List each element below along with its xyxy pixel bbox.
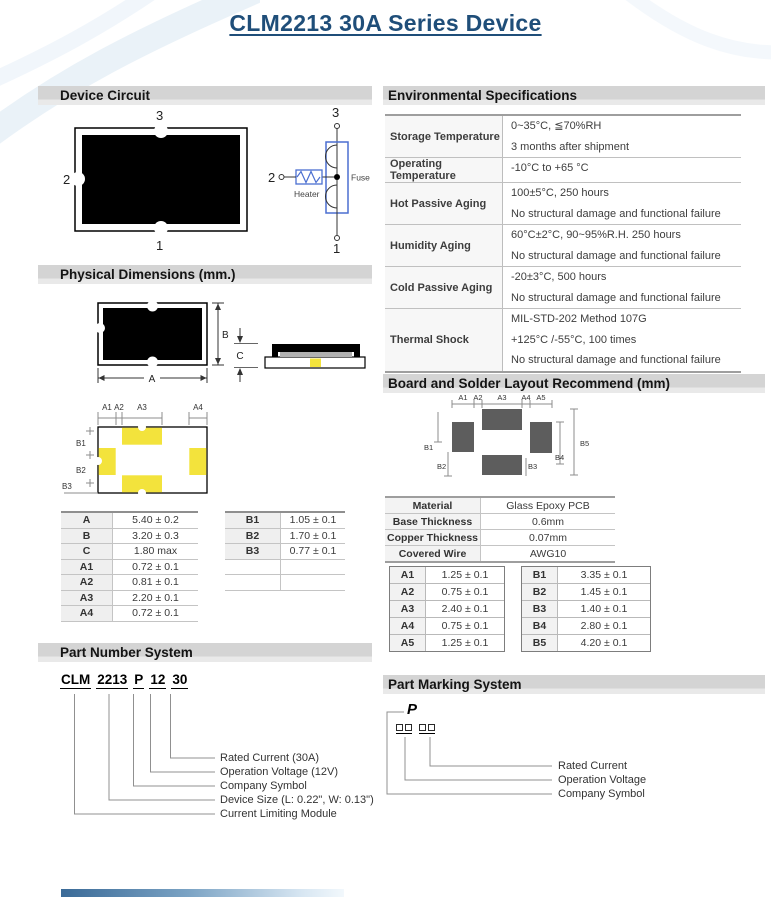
pin-label-1: 1: [156, 238, 164, 253]
table-row: A4 0.72 ± 0.1: [61, 605, 198, 621]
pad-dim-b3: B3: [62, 482, 72, 491]
part-marking-connector-lines: [384, 700, 584, 800]
solder-pad-left: [452, 422, 474, 452]
table-row: Material Glass Epoxy PCB: [385, 498, 615, 513]
pad-dim-a1: A1: [102, 403, 112, 412]
board-dim-b3: B3: [528, 462, 538, 471]
table-row: Hot Passive Aging 100±5°C, 250 hours No structural damage and functional failure: [385, 182, 741, 224]
board-dim-a4: A4: [521, 393, 531, 402]
solder-pad-side-view: [310, 359, 321, 368]
solder-pad-bottom: [482, 455, 522, 475]
part-number-segment: 30: [172, 672, 188, 687]
solder-layout-drawing: [418, 392, 603, 484]
fuse-label: Fuse: [351, 172, 370, 183]
table-row: [225, 574, 345, 590]
table-row: Covered Wire AWG10: [385, 545, 615, 561]
table-row: B3 1.40 ± 0.1: [522, 600, 650, 617]
schematic-pin-1: 1: [333, 241, 341, 255]
material-table: [385, 496, 615, 563]
table-row: A4 0.75 ± 0.1: [390, 617, 504, 634]
dim-label-b: B: [222, 330, 229, 341]
environmental-table: [385, 114, 741, 373]
board-dim-a1: A1: [458, 393, 468, 402]
pad-dim-a2: A2: [114, 403, 124, 412]
dim-label-c: C: [236, 351, 244, 362]
pad-right: [189, 448, 206, 475]
board-dim-a2: A2: [473, 393, 483, 402]
board-dim-b5: B5: [580, 439, 590, 448]
part-number-code: [60, 672, 188, 689]
schematic-pin-3: 3: [332, 105, 340, 120]
row-label: Operating Temperature: [385, 158, 503, 182]
row-label: Storage Temperature: [385, 116, 503, 157]
table-row: Base Thickness 0.6mm: [385, 513, 615, 529]
pad-dim-b1: B1: [76, 439, 86, 448]
row-label: Cold Passive Aging: [385, 267, 503, 308]
board-dim-a3: A3: [497, 393, 507, 402]
solder-pad-top: [482, 409, 522, 430]
heater-label: Heater: [294, 189, 320, 199]
table-row: B4 2.80 ± 0.1: [522, 617, 650, 634]
part-number-segment: P: [134, 672, 144, 687]
pin-label-2: 2: [63, 172, 71, 187]
table-row: Storage Temperature 0~35°C, ≦70%RH 3 months after shipment: [385, 116, 741, 157]
table-row: B2 1.45 ± 0.1: [522, 583, 650, 600]
row-label: Thermal Shock: [385, 309, 503, 371]
row-label: Humidity Aging: [385, 225, 503, 266]
part-number-callout-rated-current: Rated Current (30A): [220, 752, 320, 764]
table-row: B 3.20 ± 0.3: [61, 528, 198, 544]
table-row: A2 0.75 ± 0.1: [390, 583, 504, 600]
board-dim-b2: B2: [437, 462, 447, 471]
table-row: A3 2.20 ± 0.1: [61, 590, 198, 606]
table-row: [225, 559, 345, 575]
part-number-callout-device-size: Device Size (L: 0.22", W: 0.13"): [220, 794, 374, 806]
pad-layout-drawing: [60, 398, 290, 505]
table-row: A3 2.40 ± 0.1: [390, 600, 504, 617]
table-row: A5 1.25 ± 0.1: [390, 634, 504, 651]
schematic-pin-2: 2: [268, 170, 276, 185]
part-number-segment: CLM: [61, 672, 91, 687]
pad-dim-a3: A3: [137, 403, 147, 412]
table-row: A 5.40 ± 0.2: [61, 513, 198, 528]
device-package-drawing: [62, 100, 262, 255]
section-header-part-marking: Part Marking System: [383, 675, 765, 694]
table-row: A1 0.72 ± 0.1: [61, 559, 198, 575]
table-row: B3 0.77 ± 0.1: [225, 543, 345, 559]
section-header-part-number: Part Number System: [38, 643, 372, 662]
section-header-physical-dimensions: Physical Dimensions (mm.): [38, 265, 372, 284]
table-row: Cold Passive Aging -20±3°C, 500 hours No structural damage and functional failure: [385, 266, 741, 308]
section-header-device-circuit: Device Circuit: [38, 86, 372, 105]
table-row: B5 4.20 ± 0.1: [522, 634, 650, 651]
marking-callout-company-symbol: Company Symbol: [558, 788, 645, 800]
page-title: CLM2213 30A Series Device: [229, 10, 542, 36]
table-row: Thermal Shock MIL-STD-202 Method 107G +125°C /-55°C, 100 times No structural damage and functional failure: [385, 308, 741, 371]
table-row: A1 1.25 ± 0.1: [390, 567, 504, 583]
marking-callout-operation-voltage: Operation Voltage: [558, 774, 647, 786]
section-header-board-layout: Board and Solder Layout Recommend (mm): [383, 374, 765, 393]
table-row: B1 1.05 ± 0.1: [225, 513, 345, 528]
table-row: Humidity Aging 60°C±2°C, 90~95%R.H. 250 hours No structural damage and functional failure: [385, 224, 741, 266]
board-table-b: [521, 566, 651, 652]
pin-label-3: 3: [156, 108, 164, 123]
part-number-segment: 2213: [97, 672, 128, 687]
footer-accent-bar: [61, 889, 344, 897]
dimension-table-b: [225, 511, 345, 591]
part-number-callout-module: Current Limiting Module: [220, 808, 337, 820]
part-number-segment: 12: [150, 672, 166, 687]
board-dim-b1: B1: [424, 443, 434, 452]
part-number-callout-company-symbol: Company Symbol: [220, 780, 307, 792]
physical-dimensions-drawing: [88, 288, 372, 400]
marking-company-symbol: P: [407, 701, 418, 718]
section-header-environmental: Environmental Specifications: [383, 86, 765, 105]
table-row: C 1.80 max: [61, 543, 198, 559]
board-dim-b4: B4: [555, 453, 565, 462]
table-row: Copper Thickness 0.07mm: [385, 529, 615, 545]
dimension-table-a: [61, 511, 198, 622]
table-row: Operating Temperature -10°C to +65 °C: [385, 157, 741, 182]
part-number-callout-operation-voltage: Operation Voltage (12V): [220, 766, 339, 778]
device-schematic: [268, 100, 372, 255]
board-table-a: [389, 566, 505, 652]
node-dot: [334, 174, 340, 180]
dim-label-a: A: [148, 374, 156, 385]
solder-pad-right: [530, 422, 552, 453]
table-row: B1 3.35 ± 0.1: [522, 567, 650, 583]
pad-dim-a4: A4: [193, 403, 203, 412]
marking-callout-rated-current: Rated Current: [558, 760, 628, 772]
table-row: A2 0.81 ± 0.1: [61, 574, 198, 590]
table-row: B2 1.70 ± 0.1: [225, 528, 345, 544]
row-label: Hot Passive Aging: [385, 183, 503, 224]
board-dim-a5: A5: [536, 393, 546, 402]
pad-dim-b2: B2: [76, 466, 86, 475]
